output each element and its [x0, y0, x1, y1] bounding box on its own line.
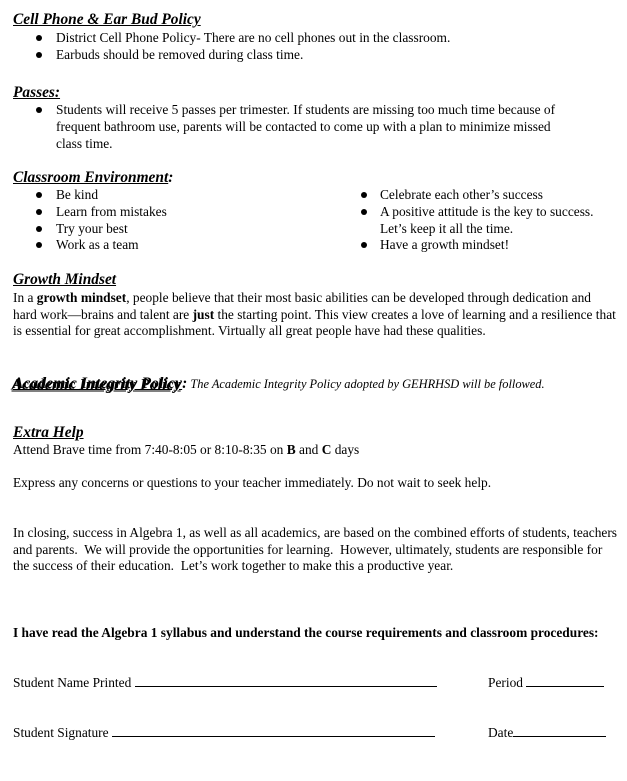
list-item-cont: class time. [56, 136, 113, 151]
list-item: District Cell Phone Policy- There are no cell phones out in the classroom. [56, 30, 451, 45]
student-name-field[interactable] [135, 674, 437, 687]
period-field[interactable] [526, 674, 604, 687]
student-signature-row [13, 724, 435, 742]
student-name-row [13, 674, 437, 692]
list-item: A positive attitude is the key to success. [380, 204, 594, 219]
list-item: Work as a team [56, 237, 139, 252]
bullet-icon [36, 107, 42, 113]
bullet-icon [36, 192, 42, 198]
closing-paragraph: In closing, success in Algebra 1, as well as all academics, are based on the combined efforts of students, teachers and parents. We will provide the opportunities for learning. However, ultimately, students are responsible for the success of their education. Let’s work together to make this a productive year. [13, 525, 617, 574]
bullet-icon [36, 209, 42, 215]
period-row [488, 674, 604, 692]
date-label: Date [488, 725, 514, 740]
student-signature-field[interactable] [112, 724, 435, 737]
list-item: Celebrate each other’s success [380, 187, 543, 202]
passes-heading: Passes: [13, 84, 61, 101]
list-item: Learn from mistakes [56, 204, 167, 219]
bullet-icon [36, 52, 42, 58]
classroom-heading: Classroom Environment: [13, 169, 174, 186]
bullet-icon [361, 192, 367, 198]
bullet-icon [36, 226, 42, 232]
bullet-icon [361, 209, 367, 215]
list-item: Earbuds should be removed during class time. [56, 47, 304, 62]
list-item: Students will receive 5 passes per trimester. If students are missing too much time because of [56, 102, 556, 117]
list-item-cont: frequent bathroom use, parents will be contacted to come up with a plan to minimize missed [56, 119, 551, 134]
student-signature-label: Student Signature [13, 725, 109, 740]
extra-help-heading: Extra Help [13, 424, 84, 441]
date-field[interactable] [513, 724, 606, 737]
bullet-icon [361, 242, 367, 248]
bullet-icon [36, 35, 42, 41]
growth-mindset-heading: Growth Mindset [13, 271, 117, 288]
student-name-label: Student Name Printed [13, 675, 132, 690]
extra-help-times: Attend Brave time from 7:40-8:05 or 8:10-8:35 on B and C days [13, 442, 360, 457]
list-item-cont: Let’s keep it all the time. [380, 221, 514, 236]
extra-help-note: Express any concerns or questions to your teacher immediately. Do not wait to seek help. [13, 475, 492, 490]
cell-phone-heading: Cell Phone & Ear Bud Policy [13, 11, 201, 28]
period-label: Period [488, 675, 523, 690]
growth-mindset-paragraph: In a growth mindset, people believe that their most basic abilities can be developed through dedication and hard work—brains and talent are just the starting point. This view creates a love of learning and a resilience that is essential for great accomplishment. Virtually all great people have had these qualities. [13, 290, 616, 339]
date-row [488, 724, 606, 742]
acknowledgement-statement: I have read the Algebra 1 syllabus and understand the course requirements and classroom procedures: [13, 625, 599, 640]
academic-integrity-line: Academic Integrity Policy: The Academic Integrity Policy adopted by GEHRHSD will be followed. [13, 375, 545, 392]
list-item: Try your best [56, 221, 128, 236]
bullet-icon [36, 242, 42, 248]
list-item: Be kind [56, 187, 99, 202]
list-item: Have a growth mindset! [380, 237, 510, 252]
